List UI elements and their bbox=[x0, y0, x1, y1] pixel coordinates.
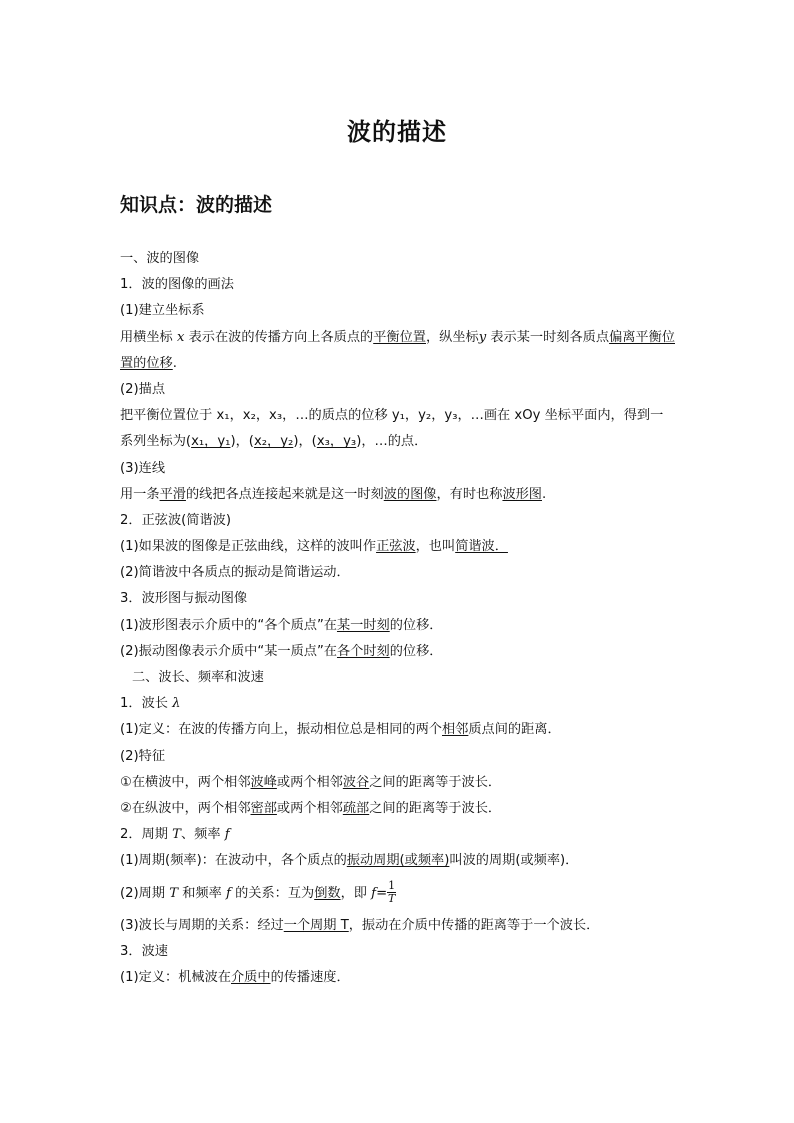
heading-wavelength-frequency-speed: 二、波长、频率和波速 bbox=[132, 670, 264, 686]
section-heading: 知识点：波的描述 bbox=[120, 194, 273, 216]
subheading-sine-wave: 2．正弦波(简谐波) bbox=[120, 512, 231, 528]
subheading-period-frequency: 2．周期 T、频率 f bbox=[120, 827, 230, 843]
paragraph-transverse: ①在横波中，两个相邻波峰或两个相邻波谷之间的距离等于波长． bbox=[120, 774, 502, 790]
document-body bbox=[120, 246, 676, 991]
paragraph-connect-line: 用一条平滑的线把各点连接起来就是这一时刻波的图像，有时也称波形图. bbox=[120, 486, 547, 502]
paragraph-period-frequency-relation: (2)周期 T 和频率 f 的关系：互为倒数，即 f= $\frac{1}{T}$ bbox=[120, 879, 396, 906]
subheading-wave-speed: 3．波速 bbox=[120, 943, 168, 959]
step-coordinate-system: (1)建立坐标系 bbox=[120, 303, 205, 319]
fraction-one-over-t: $\frac{1}{T}$ bbox=[387, 879, 396, 906]
paragraph-sine-wave-def: (1)如果波的图像是正弦曲线，这样的波叫作正弦波，也叫简谐波． bbox=[120, 539, 508, 555]
subheading-waveform-vs-vibration: 3．波形图与振动图像 bbox=[120, 591, 248, 607]
paragraph-wavelength-def: (1)定义：在波的传播方向上，振动相位总是相同的两个相邻质点间的距离． bbox=[120, 722, 561, 738]
paragraph-vibration-graph: (2)振动图像表示介质中“某一质点”在各个时刻的位移． bbox=[120, 643, 443, 659]
page-title: 波的描述 bbox=[347, 118, 447, 146]
paragraph-longitudinal: ②在纵波中，两个相邻密部或两个相邻疏部之间的距离等于波长． bbox=[120, 800, 502, 816]
paragraph-features: (2)特征 bbox=[120, 748, 166, 764]
paragraph-wave-speed-def: (1)定义：机械波在介质中的传播速度． bbox=[120, 969, 350, 985]
step-connect-line: (3)连线 bbox=[120, 460, 166, 476]
paragraph-period-def: (1)周期(频率)：在波动中，各个质点的振动周期(或频率)叫波的周期(或频率)． bbox=[120, 853, 579, 869]
subheading-wavelength: 1．波长 λ bbox=[120, 696, 181, 712]
heading-wave-graph: 一、波的图像 bbox=[120, 251, 200, 266]
paragraph-plot-points: 把平衡位置位于 x₁，x₂，x₃，…的质点的位移 y₁，y₂，y₃，…画在 xOy 坐标平面内，得到一系列坐标为(x₁，y₁)，(x₂，y₂)，(x₃，y₃)，…的点． bbox=[120, 408, 664, 450]
subheading-drawing-method: 1．波的图像的画法 bbox=[120, 277, 234, 293]
paragraph-waveform: (1)波形图表示介质中的“各个质点”在某一时刻的位移． bbox=[120, 617, 443, 633]
paragraph-wavelength-period-relation: (3)波长与周期的关系：经过一个周期 T，振动在介质中传播的距离等于一个波长． bbox=[120, 917, 600, 933]
paragraph-coordinates: 用横坐标 x 表示在波的传播方向上各质点的平衡位置，纵坐标y 表示某一时刻各质点偏离平衡位置的位移. bbox=[120, 329, 675, 371]
step-plot-points: (2)描点 bbox=[120, 381, 166, 397]
paragraph-simple-harmonic: (2)简谐波中各质点的振动是简谐运动． bbox=[120, 565, 350, 581]
